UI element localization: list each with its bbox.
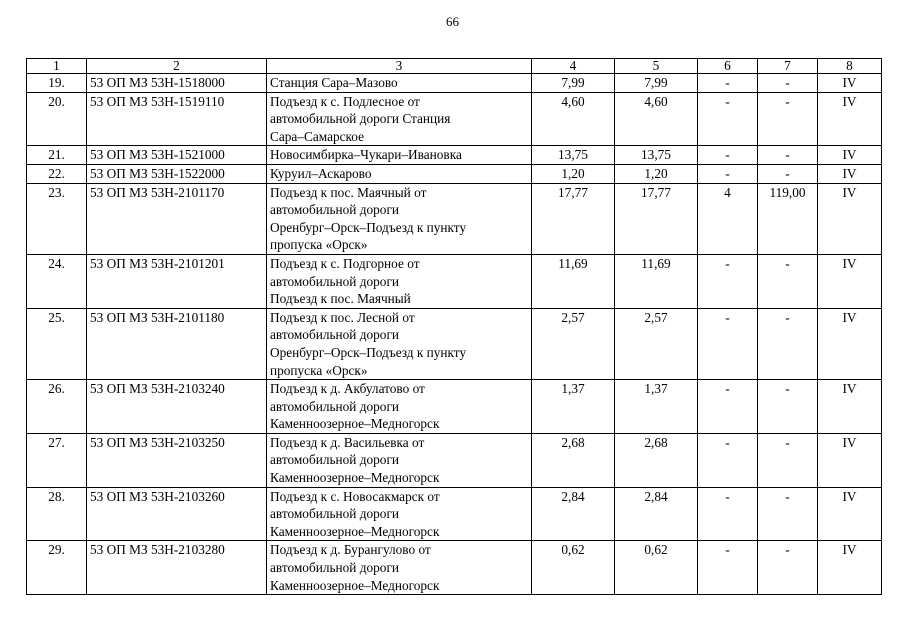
value-col-4: 1,20 (532, 164, 615, 183)
road-name-line: Каменноозерное–Медногорск (270, 416, 440, 432)
road-name-line: Новосимбирка–Чукари–Ивановка (270, 147, 462, 163)
column-header: 8 (818, 59, 882, 74)
value-col-7: - (758, 254, 818, 308)
value-col-7: - (758, 487, 818, 541)
road-code: 53 ОП МЗ 53Н-2103260 (87, 487, 267, 541)
row-number: 28. (27, 487, 87, 541)
table-row (27, 146, 882, 165)
table-row (27, 183, 882, 254)
road-category: IV (818, 254, 882, 308)
value-col-7: - (758, 164, 818, 183)
road-name-line: Подъезд к пос. Лесной от (270, 309, 415, 325)
row-number: 24. (27, 254, 87, 308)
value-col-4: 1,37 (532, 380, 615, 434)
value-col-7: - (758, 92, 818, 146)
road-name-line: Каменноозерное–Медногорск (270, 470, 440, 486)
road-name (267, 74, 532, 93)
column-header: 7 (758, 59, 818, 74)
value-col-7: - (758, 308, 818, 379)
road-name-line: пропуска «Орск» (270, 237, 368, 253)
value-col-7: - (758, 74, 818, 93)
road-code: 53 ОП МЗ 53Н-1522000 (87, 164, 267, 183)
road-category: IV (818, 164, 882, 183)
road-category: IV (818, 146, 882, 165)
value-col-5: 2,57 (615, 308, 698, 379)
road-name-line: Подъезд к д. Акбулатово от (270, 381, 425, 397)
value-col-6: - (698, 254, 758, 308)
value-col-6: - (698, 380, 758, 434)
value-col-4: 0,62 (532, 541, 615, 595)
road-name-line: Подъезд к пос. Маячный от (270, 184, 427, 200)
road-name-line: Подъезд к д. Бурангулово от (270, 542, 431, 558)
value-col-4: 11,69 (532, 254, 615, 308)
value-col-4: 7,99 (532, 74, 615, 93)
row-number: 27. (27, 433, 87, 487)
road-name-line: Подъезд к д. Васильевка от (270, 434, 425, 450)
column-header: 3 (267, 59, 532, 74)
row-number: 20. (27, 92, 87, 146)
road-code: 53 ОП МЗ 53Н-2103280 (87, 541, 267, 595)
row-number: 29. (27, 541, 87, 595)
road-name-line: Сара–Самарское (270, 128, 365, 144)
road-name-line: Каменноозерное–Медногорск (270, 523, 440, 539)
column-header: 6 (698, 59, 758, 74)
road-category: IV (818, 92, 882, 146)
value-col-6: - (698, 74, 758, 93)
road-category: IV (818, 308, 882, 379)
value-col-5: 13,75 (615, 146, 698, 165)
road-name (267, 164, 532, 183)
table-row (27, 254, 882, 308)
road-name (267, 183, 532, 254)
road-name-line: автомобильной дороги (270, 506, 400, 522)
road-category: IV (818, 380, 882, 434)
table-row (27, 541, 882, 595)
value-col-5: 11,69 (615, 254, 698, 308)
road-name-line: Каменноозерное–Медногорск (270, 577, 440, 593)
road-name-line: автомобильной дороги (270, 398, 400, 414)
road-category: IV (818, 433, 882, 487)
value-col-5: 2,84 (615, 487, 698, 541)
roads-table (26, 58, 882, 595)
value-col-6: - (698, 146, 758, 165)
road-category: IV (818, 74, 882, 93)
road-name (267, 92, 532, 146)
road-code: 53 ОП МЗ 53Н-1518000 (87, 74, 267, 93)
road-code: 53 ОП МЗ 53Н-1519110 (87, 92, 267, 146)
road-name-line: автомобильной дороги (270, 560, 400, 576)
road-name-line: автомобильной дороги Станция (270, 111, 451, 127)
road-name (267, 433, 532, 487)
value-col-6: - (698, 541, 758, 595)
page-number: 66 (446, 14, 459, 29)
column-header: 5 (615, 59, 698, 74)
column-header: 2 (87, 59, 267, 74)
column-header: 1 (27, 59, 87, 74)
road-name-line: Оренбург–Орск–Подъезд к пункту (270, 219, 467, 235)
row-number: 26. (27, 380, 87, 434)
road-name (267, 487, 532, 541)
column-header: 4 (532, 59, 615, 74)
value-col-6: 4 (698, 183, 758, 254)
road-name-line: Подъезд к с. Новосакмарск от (270, 488, 440, 504)
road-name (267, 254, 532, 308)
road-name-line: Станция Сара–Мазово (270, 75, 398, 90)
value-col-5: 1,37 (615, 380, 698, 434)
value-col-4: 2,57 (532, 308, 615, 379)
road-name (267, 308, 532, 379)
value-col-6: - (698, 164, 758, 183)
value-col-5: 0,62 (615, 541, 698, 595)
road-name (267, 380, 532, 434)
value-col-4: 2,84 (532, 487, 615, 541)
value-col-7: 119,00 (758, 183, 818, 254)
row-number: 23. (27, 183, 87, 254)
value-col-5: 1,20 (615, 164, 698, 183)
road-name-line: автомобильной дороги (270, 273, 400, 289)
value-col-5: 7,99 (615, 74, 698, 93)
row-number: 25. (27, 308, 87, 379)
road-category: IV (818, 183, 882, 254)
road-category: IV (818, 541, 882, 595)
road-name-line: автомобильной дороги (270, 327, 400, 343)
value-col-5: 17,77 (615, 183, 698, 254)
road-name (267, 146, 532, 165)
table-body (27, 59, 882, 595)
value-col-7: - (758, 146, 818, 165)
value-col-4: 2,68 (532, 433, 615, 487)
road-name-line: пропуска «Орск» (270, 362, 368, 378)
road-code: 53 ОП МЗ 53Н-2101201 (87, 254, 267, 308)
table-row (27, 487, 882, 541)
table-row (27, 74, 882, 93)
row-number: 21. (27, 146, 87, 165)
road-category: IV (818, 487, 882, 541)
road-name-line: Куруил–Аскарово (270, 165, 372, 181)
value-col-7: - (758, 433, 818, 487)
table-row (27, 433, 882, 487)
road-code: 53 ОП МЗ 53Н-2101180 (87, 308, 267, 379)
road-name-line: Оренбург–Орск–Подъезд к пункту (270, 344, 467, 360)
value-col-5: 4,60 (615, 92, 698, 146)
road-name-line: Подъезд к с. Подгорное от (270, 255, 420, 271)
road-code: 53 ОП МЗ 53Н-2103250 (87, 433, 267, 487)
value-col-6: - (698, 433, 758, 487)
road-name (267, 541, 532, 595)
road-code: 53 ОП МЗ 53Н-2103240 (87, 380, 267, 434)
row-number: 19. (27, 74, 87, 93)
road-name-line: автомобильной дороги (270, 202, 400, 218)
value-col-4: 17,77 (532, 183, 615, 254)
road-name-line: Подъезд к пос. Маячный (270, 291, 411, 307)
value-col-7: - (758, 541, 818, 595)
value-col-5: 2,68 (615, 433, 698, 487)
table-row (27, 164, 882, 183)
table-row (27, 380, 882, 434)
value-col-7: - (758, 380, 818, 434)
value-col-6: - (698, 92, 758, 146)
row-number: 22. (27, 164, 87, 183)
road-name-line: Подъезд к с. Подлесное от (270, 93, 420, 109)
header-row (27, 59, 882, 74)
table-row (27, 308, 882, 379)
value-col-6: - (698, 308, 758, 379)
value-col-4: 4,60 (532, 92, 615, 146)
value-col-6: - (698, 487, 758, 541)
road-code: 53 ОП МЗ 53Н-2101170 (87, 183, 267, 254)
road-code: 53 ОП МЗ 53Н-1521000 (87, 146, 267, 165)
road-name-line: автомобильной дороги (270, 452, 400, 468)
value-col-4: 13,75 (532, 146, 615, 165)
table-row (27, 92, 882, 146)
